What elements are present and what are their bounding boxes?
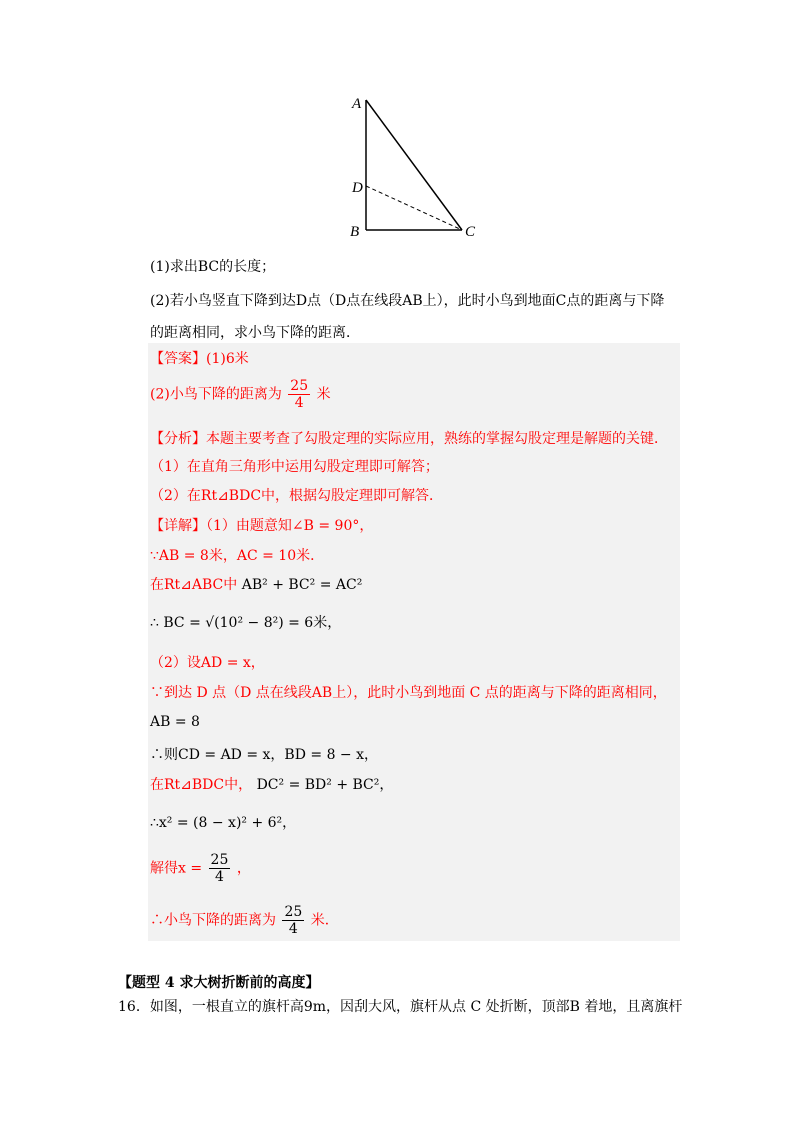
- segment-dc: [366, 186, 462, 230]
- detail-line-6: ∵到达 D 点（D 点在线段AB上），此时小鸟到地面 C 点的距离与下降的距离相同，: [150, 685, 667, 701]
- fraction-numerator: 25: [210, 852, 229, 868]
- detail-line-11: [150, 852, 251, 885]
- detail-line-12-fraction: [282, 904, 304, 937]
- segment-ac: [366, 100, 462, 230]
- answer-1: (1)6米: [206, 351, 249, 367]
- label-b: B: [350, 224, 360, 240]
- detail-line-11-suffix: ，: [236, 860, 251, 877]
- detail-line-11-fraction: [209, 852, 231, 885]
- answer-line-2: [150, 378, 331, 411]
- question-2-line1: (2)若小鸟竖直下降到达D点（D点在线段AB上），此时小鸟到地面C点的距离与下降: [150, 293, 665, 309]
- label-c: C: [465, 224, 476, 240]
- label-a: A: [352, 96, 362, 112]
- question-1: (1)求出BC的长度；: [150, 259, 276, 275]
- detail-line-8: ∴则CD = AD = x，BD = 8 − x，: [150, 747, 379, 763]
- detail-line-9: [150, 774, 393, 794]
- detail-line-3: [150, 574, 362, 594]
- detail-line-11-prefix: 解得x =: [150, 860, 203, 877]
- answer-tag: 【答案】: [150, 351, 206, 367]
- triangle-figure: [340, 90, 490, 240]
- fraction-denominator: 4: [294, 395, 304, 411]
- detail-line-3-prefix: 在Rt⊿ABC中: [150, 577, 238, 593]
- analysis-line-2: （1）在直角三角形中运用勾股定理即可解答；: [150, 459, 439, 475]
- answer-line-1: [150, 348, 249, 368]
- detail-line-12-prefix: ∴小鸟下降的距离为: [150, 912, 276, 929]
- detail-line-5: （2）设AD = x，: [150, 655, 265, 671]
- detail-line-9-math: DC² = BD² + BC²，: [256, 777, 394, 793]
- analysis-line-3: （2）在Rt⊿BDC中，根据勾股定理即可解答．: [150, 488, 444, 504]
- detail-line-2: ∵AB = 8米，AC = 10米．: [150, 548, 325, 564]
- problem-16: 16．如图，一根直立的旗杆高9m，因刮大风，旗杆从点 C 处折断，顶部B 着地，且离旗杆: [118, 999, 683, 1015]
- detail-line-12: [150, 904, 339, 937]
- detail-line-12-suffix: 米．: [310, 912, 339, 929]
- detail-line-7: AB = 8: [150, 714, 200, 730]
- detail-line-4: ∴ BC = √(10² − 8²) = 6米，: [150, 615, 342, 631]
- fraction-numerator: 25: [284, 904, 303, 920]
- fraction-denominator: 4: [288, 921, 298, 937]
- detail-line-3-math: AB² + BC² = AC²: [241, 577, 363, 593]
- question-2-line2: 的距离相同，求小鸟下降的距离．: [150, 325, 360, 341]
- answer-2-fraction: [288, 378, 310, 411]
- detail-line-1: 【详解】（1）由题意知∠B = 90°，: [150, 518, 374, 534]
- answer-2-prefix: (2)小鸟下降的距离为: [150, 386, 282, 403]
- detail-line-9-prefix: 在Rt⊿BDC中，: [150, 777, 253, 793]
- fraction-numerator: 25: [290, 378, 309, 394]
- label-d: D: [352, 180, 363, 196]
- section-heading: 【题型 4 求大树折断前的高度】: [118, 975, 320, 991]
- answer-2-suffix: 米: [316, 386, 331, 403]
- analysis-line-1: 【分析】本题主要考查了勾股定理的实际应用，熟练的掌握勾股定理是解题的关键．: [150, 431, 668, 447]
- detail-line-10: ∴x² = (8 − x)² + 6²，: [150, 815, 297, 831]
- fraction-denominator: 4: [214, 869, 224, 885]
